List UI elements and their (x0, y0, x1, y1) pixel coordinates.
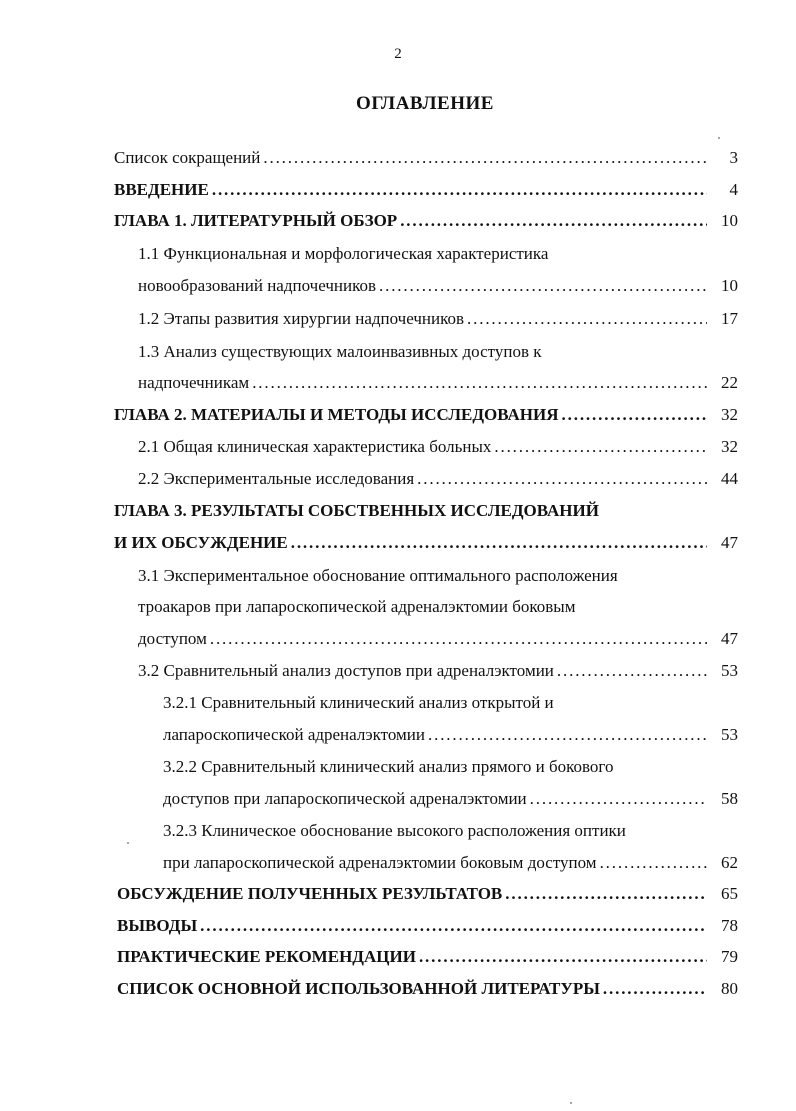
toc-entry-label: ГЛАВА 2. МАТЕРИАЛЫ И МЕТОДЫ ИССЛЕДОВАНИЯ (114, 405, 559, 424)
toc-page-number: 32 (721, 405, 738, 424)
toc-entry-label: ПРАКТИЧЕСКИЕ РЕКОМЕНДАЦИИ (117, 947, 416, 966)
toc-entry-conclusions[interactable] (117, 911, 738, 941)
toc-entry-label: при лапароскопической адреналэктомии боковым доступом (163, 853, 597, 872)
toc-page-number: 47 (721, 629, 738, 648)
toc-entry-3-1-line1[interactable]: 3.1 Экспериментальное обоснование оптимального расположения (138, 566, 618, 585)
toc-entry-3-2-2[interactable] (163, 784, 738, 814)
toc-leader-dots (212, 175, 707, 205)
scan-speck (570, 1102, 572, 1104)
toc-page-number: 58 (721, 789, 738, 808)
toc-entry-abbreviations[interactable] (114, 143, 738, 173)
toc-page-number: 62 (721, 853, 738, 872)
page-number: 2 (394, 46, 402, 62)
toc-entry-2-1[interactable] (138, 432, 738, 462)
toc-entry-label: доступом (138, 629, 207, 648)
toc-entry-label: надпочечникам (138, 373, 250, 392)
toc-page-number: 47 (721, 533, 738, 552)
toc-page-number: 79 (721, 947, 738, 966)
toc-entry-1-3[interactable] (138, 368, 738, 398)
toc-entry-label: Список сокращений (114, 148, 261, 167)
toc-leader-dots (419, 942, 707, 972)
toc-leader-dots (505, 879, 707, 909)
toc-leader-dots (530, 784, 707, 814)
toc-leader-dots (494, 432, 707, 462)
toc-entry-2-2[interactable] (138, 464, 738, 494)
toc-leader-dots (200, 911, 707, 941)
toc-entry-chapter-2[interactable] (114, 400, 738, 430)
toc-entry-label: 2.2 Экспериментальные исследования (138, 469, 415, 488)
toc-entry-1-2[interactable] (138, 304, 738, 334)
toc-leader-dots (562, 400, 707, 430)
toc-entry-3-1[interactable] (138, 624, 738, 654)
toc-entry-intro[interactable] (114, 175, 738, 205)
toc-page-number: 78 (721, 916, 738, 935)
toc-leader-dots (400, 206, 707, 236)
toc-entry-chapter-1[interactable] (114, 206, 738, 236)
toc-entry-references[interactable] (117, 974, 738, 1004)
scan-speck (127, 842, 129, 844)
toc-entry-label: новообразований надпочечников (138, 276, 376, 295)
toc-page-number: 80 (721, 979, 738, 998)
toc-leader-dots (557, 656, 707, 686)
toc-leader-dots (291, 528, 707, 558)
toc-entry-label: ГЛАВА 1. ЛИТЕРАТУРНЫЙ ОБЗОР (114, 211, 398, 230)
toc-entry-label: 2.1 Общая клиническая характеристика больных (138, 437, 492, 456)
toc-page-number: 53 (721, 661, 738, 680)
toc-entry-1-1[interactable] (138, 271, 738, 301)
toc-entry-label: И ИХ ОБСУЖДЕНИЕ (114, 533, 288, 552)
toc-entry-label: ВЫВОДЫ (117, 916, 198, 935)
toc-page-number: 17 (721, 309, 738, 328)
toc-entry-3-2[interactable] (138, 656, 738, 686)
toc-page-number: 32 (721, 437, 738, 456)
toc-entry-3-2-1-line1[interactable]: 3.2.1 Сравнительный клинический анализ открытой и (163, 693, 554, 712)
toc-leader-dots (252, 368, 707, 398)
toc-entry-1-1-line1[interactable]: 1.1 Функциональная и морфологическая характеристика (138, 244, 549, 263)
toc-leader-dots (210, 624, 707, 654)
toc-leader-dots (467, 304, 707, 334)
toc-entry-label: лапароскопической адреналэктомии (163, 725, 425, 744)
toc-leader-dots (263, 143, 707, 173)
toc-entry-discussion[interactable] (117, 879, 738, 909)
toc-entry-label: 1.2 Этапы развития хирургии надпочечников (138, 309, 465, 328)
toc-page-number: 65 (721, 884, 738, 903)
toc-entry-3-2-2-line1[interactable]: 3.2.2 Сравнительный клинический анализ прямого и бокового (163, 757, 614, 776)
toc-entry-chapter-3-line1[interactable]: ГЛАВА 3. РЕЗУЛЬТАТЫ СОБСТВЕННЫХ ИССЛЕДОВАНИЙ (114, 501, 599, 520)
toc-entry-1-3-line1[interactable]: 1.3 Анализ существующих малоинвазивных доступов к (138, 342, 542, 361)
toc-page-number: 44 (721, 469, 738, 488)
toc-entry-label: доступов при лапароскопической адреналэктомии (163, 789, 527, 808)
toc-entry-label: ОБСУЖДЕНИЕ ПОЛУЧЕННЫХ РЕЗУЛЬТАТОВ (117, 884, 503, 903)
toc-page-number: 10 (721, 276, 738, 295)
toc-entry-label: СПИСОК ОСНОВНОЙ ИСПОЛЬЗОВАННОЙ ЛИТЕРАТУРЫ (117, 979, 600, 998)
toc-entry-3-2-1[interactable] (163, 720, 738, 750)
toc-leader-dots (417, 464, 707, 494)
toc-leader-dots (600, 848, 707, 878)
scan-speck (718, 137, 720, 139)
toc-entry-3-2-3-line1[interactable]: 3.2.3 Клиническое обоснование высокого расположения оптики (163, 821, 626, 840)
toc-page-number: 10 (721, 211, 738, 230)
toc-page-number: 3 (729, 148, 738, 167)
toc-entry-label: ВВЕДЕНИЕ (114, 180, 209, 199)
toc-entry-3-2-3[interactable] (163, 848, 738, 878)
toc-page-number: 4 (729, 180, 738, 199)
toc-page-number: 53 (721, 725, 738, 744)
toc-leader-dots (603, 974, 707, 1004)
page-title: ОГЛАВЛЕНИЕ (356, 93, 494, 114)
toc-page-number: 22 (721, 373, 738, 392)
toc-leader-dots (428, 720, 707, 750)
toc-entry-label: 3.2 Сравнительный анализ доступов при адреналэктомии (138, 661, 554, 680)
toc-entry-3-1-line2[interactable]: троакаров при лапароскопической адреналэктомии боковым (138, 597, 576, 616)
toc-leader-dots (379, 271, 707, 301)
toc-entry-recommendations[interactable] (117, 942, 738, 972)
toc-entry-chapter-3[interactable] (114, 528, 738, 558)
